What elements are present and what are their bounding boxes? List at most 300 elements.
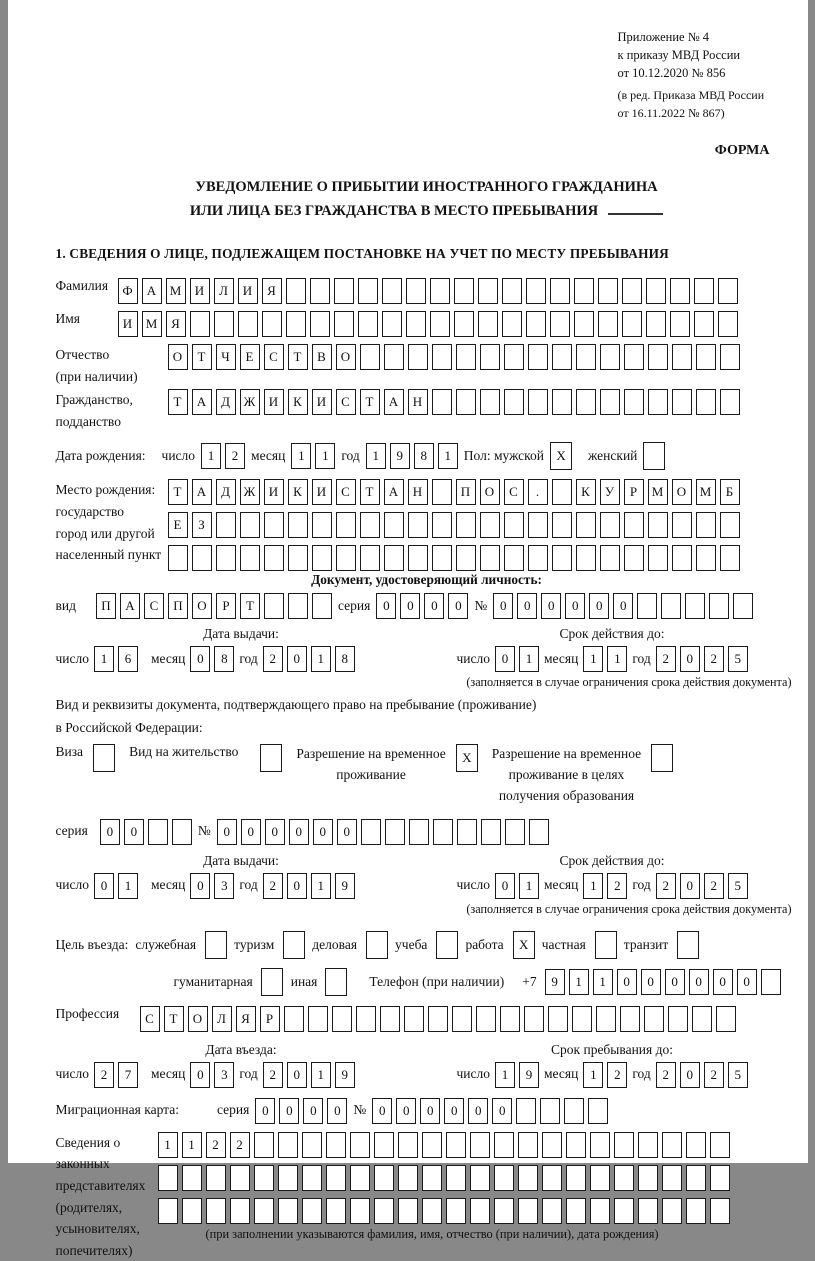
firstname-char-cell[interactable]: М xyxy=(142,311,162,337)
residence-permit-checkbox-cell[interactable] xyxy=(260,744,282,772)
firstname-char-cell[interactable] xyxy=(598,311,618,337)
birth-place-char-cell[interactable] xyxy=(504,545,524,571)
birth-place-char-cell[interactable]: Т xyxy=(168,479,188,505)
representatives-char-cell[interactable] xyxy=(350,1132,370,1158)
birth-place-char-cell[interactable] xyxy=(432,545,452,571)
representatives-char-cell[interactable] xyxy=(374,1132,394,1158)
citizenship-char-cell[interactable] xyxy=(672,389,692,415)
firstname-char-cell[interactable] xyxy=(382,311,402,337)
doc-issue-day-cell[interactable]: 1 xyxy=(94,646,114,672)
residence-number-cell[interactable] xyxy=(529,819,549,845)
doc-valid-year-cell[interactable]: 0 xyxy=(680,646,700,672)
birth-place-char-cell[interactable]: Д xyxy=(216,479,236,505)
patronymic-char-cell[interactable]: Т xyxy=(192,344,212,370)
edu-permit-checkbox-cell[interactable] xyxy=(651,744,673,772)
representatives-char-cell[interactable] xyxy=(374,1198,394,1224)
birth-place-char-cell[interactable]: З xyxy=(192,512,212,538)
birth-place-char-cell[interactable] xyxy=(216,512,236,538)
citizenship-char-cell[interactable]: Т xyxy=(360,389,380,415)
migration-series-cell[interactable]: 0 xyxy=(327,1098,347,1124)
firstname-char-cell[interactable] xyxy=(238,311,258,337)
entry-year-cell[interactable]: 2 xyxy=(263,1062,283,1088)
representatives-char-cell[interactable] xyxy=(254,1198,274,1224)
birth-place-char-cell[interactable]: У xyxy=(600,479,620,505)
representatives-char-cell[interactable]: 2 xyxy=(230,1132,250,1158)
birth-place-char-cell[interactable] xyxy=(288,512,308,538)
entry-month-cell[interactable]: 0 xyxy=(190,1062,210,1088)
birth-place-char-cell[interactable] xyxy=(264,545,284,571)
representatives-char-cell[interactable] xyxy=(710,1198,730,1224)
representatives-char-cell[interactable] xyxy=(182,1165,202,1191)
sex-male-checkbox-cell[interactable]: X xyxy=(550,442,572,470)
birth-place-char-cell[interactable] xyxy=(408,512,428,538)
representatives-char-cell[interactable] xyxy=(302,1132,322,1158)
representatives-char-cell[interactable] xyxy=(686,1132,706,1158)
birth-place-char-cell[interactable] xyxy=(480,512,500,538)
doc-series-cell[interactable]: 0 xyxy=(400,593,420,619)
surname-char-cell[interactable] xyxy=(406,278,426,304)
phone-digit-cell[interactable]: 0 xyxy=(641,969,661,995)
residence-valid-year-cell[interactable]: 2 xyxy=(704,873,724,899)
profession-char-cell[interactable]: Л xyxy=(212,1006,232,1032)
firstname-char-cell[interactable]: Я xyxy=(166,311,186,337)
migration-number-cell[interactable]: 0 xyxy=(420,1098,440,1124)
surname-char-cell[interactable] xyxy=(502,278,522,304)
migration-number-cell[interactable]: 0 xyxy=(444,1098,464,1124)
entry-year-cell[interactable]: 9 xyxy=(335,1062,355,1088)
birth-place-char-cell[interactable] xyxy=(576,545,596,571)
residence-series-cell[interactable] xyxy=(172,819,192,845)
birth-place-char-cell[interactable] xyxy=(504,512,524,538)
representatives-char-cell[interactable] xyxy=(710,1132,730,1158)
representatives-char-cell[interactable] xyxy=(638,1132,658,1158)
birth-place-char-cell[interactable] xyxy=(528,512,548,538)
migration-number-cell[interactable] xyxy=(516,1098,536,1124)
citizenship-char-cell[interactable] xyxy=(456,389,476,415)
representatives-char-cell[interactable] xyxy=(686,1165,706,1191)
patronymic-char-cell[interactable]: Т xyxy=(288,344,308,370)
birth-place-char-cell[interactable] xyxy=(288,545,308,571)
birth-place-char-cell[interactable] xyxy=(384,512,404,538)
firstname-char-cell[interactable] xyxy=(526,311,546,337)
birth-year-cell[interactable]: 8 xyxy=(414,443,434,469)
representatives-char-cell[interactable] xyxy=(398,1132,418,1158)
representatives-char-cell[interactable] xyxy=(590,1132,610,1158)
firstname-char-cell[interactable] xyxy=(502,311,522,337)
birth-place-char-cell[interactable]: И xyxy=(312,479,332,505)
citizenship-char-cell[interactable]: И xyxy=(312,389,332,415)
entry-day-cell[interactable]: 7 xyxy=(118,1062,138,1088)
temp-permit-checkbox-cell[interactable]: X xyxy=(456,744,478,772)
purpose-transit-checkbox-cell[interactable] xyxy=(677,931,699,959)
birth-place-char-cell[interactable] xyxy=(240,512,260,538)
birth-place-char-cell[interactable]: Н xyxy=(408,479,428,505)
birth-place-char-cell[interactable] xyxy=(720,512,740,538)
surname-char-cell[interactable] xyxy=(550,278,570,304)
doc-valid-year-cell[interactable]: 5 xyxy=(728,646,748,672)
patronymic-char-cell[interactable]: В xyxy=(312,344,332,370)
surname-char-cell[interactable] xyxy=(718,278,738,304)
birth-place-char-cell[interactable] xyxy=(576,512,596,538)
patronymic-char-cell[interactable]: Е xyxy=(240,344,260,370)
representatives-char-cell[interactable] xyxy=(542,1165,562,1191)
doc-valid-year-cell[interactable]: 2 xyxy=(704,646,724,672)
birth-place-char-cell[interactable]: Р xyxy=(624,479,644,505)
birth-place-char-cell[interactable] xyxy=(672,545,692,571)
profession-char-cell[interactable] xyxy=(524,1006,544,1032)
representatives-char-cell[interactable] xyxy=(278,1165,298,1191)
birth-place-char-cell[interactable] xyxy=(696,545,716,571)
entry-year-cell[interactable]: 1 xyxy=(311,1062,331,1088)
phone-digit-cell[interactable]: 0 xyxy=(617,969,637,995)
stay-day-cell[interactable]: 9 xyxy=(519,1062,539,1088)
surname-char-cell[interactable]: Я xyxy=(262,278,282,304)
citizenship-char-cell[interactable]: Н xyxy=(408,389,428,415)
citizenship-char-cell[interactable] xyxy=(696,389,716,415)
firstname-char-cell[interactable] xyxy=(718,311,738,337)
residence-number-cell[interactable] xyxy=(505,819,525,845)
doc-type-char-cell[interactable]: С xyxy=(144,593,164,619)
residence-issue-year-cell[interactable]: 1 xyxy=(311,873,331,899)
representatives-char-cell[interactable] xyxy=(518,1165,538,1191)
profession-char-cell[interactable] xyxy=(572,1006,592,1032)
birth-place-char-cell[interactable] xyxy=(360,545,380,571)
phone-digit-cell[interactable] xyxy=(761,969,781,995)
firstname-char-cell[interactable] xyxy=(646,311,666,337)
representatives-char-cell[interactable] xyxy=(710,1165,730,1191)
citizenship-char-cell[interactable]: Ж xyxy=(240,389,260,415)
phone-digit-cell[interactable]: 0 xyxy=(737,969,757,995)
birth-month-cell[interactable]: 1 xyxy=(291,443,311,469)
representatives-char-cell[interactable] xyxy=(206,1165,226,1191)
patronymic-char-cell[interactable] xyxy=(456,344,476,370)
doc-type-char-cell[interactable] xyxy=(312,593,332,619)
residence-valid-month-cell[interactable]: 2 xyxy=(607,873,627,899)
surname-char-cell[interactable] xyxy=(334,278,354,304)
surname-char-cell[interactable]: И xyxy=(190,278,210,304)
birth-place-char-cell[interactable] xyxy=(336,512,356,538)
surname-char-cell[interactable] xyxy=(574,278,594,304)
birth-place-char-cell[interactable]: М xyxy=(696,479,716,505)
birth-year-cell[interactable]: 9 xyxy=(390,443,410,469)
purpose-business-checkbox-cell[interactable] xyxy=(366,931,388,959)
doc-number-cell[interactable] xyxy=(709,593,729,619)
representatives-char-cell[interactable] xyxy=(494,1165,514,1191)
representatives-char-cell[interactable] xyxy=(158,1165,178,1191)
profession-char-cell[interactable] xyxy=(428,1006,448,1032)
profession-char-cell[interactable]: Т xyxy=(164,1006,184,1032)
migration-number-cell[interactable] xyxy=(540,1098,560,1124)
birth-place-char-cell[interactable] xyxy=(624,545,644,571)
surname-char-cell[interactable] xyxy=(310,278,330,304)
firstname-char-cell[interactable] xyxy=(406,311,426,337)
birth-place-char-cell[interactable]: О xyxy=(480,479,500,505)
birth-month-cell[interactable]: 1 xyxy=(315,443,335,469)
representatives-char-cell[interactable] xyxy=(230,1198,250,1224)
representatives-char-cell[interactable] xyxy=(566,1198,586,1224)
representatives-char-cell[interactable] xyxy=(254,1165,274,1191)
citizenship-char-cell[interactable] xyxy=(480,389,500,415)
representatives-char-cell[interactable] xyxy=(686,1198,706,1224)
patronymic-char-cell[interactable] xyxy=(720,344,740,370)
representatives-char-cell[interactable] xyxy=(662,1132,682,1158)
residence-number-cell[interactable] xyxy=(433,819,453,845)
surname-char-cell[interactable] xyxy=(382,278,402,304)
stay-year-cell[interactable]: 5 xyxy=(728,1062,748,1088)
purpose-other-checkbox-cell[interactable] xyxy=(325,968,347,996)
doc-number-cell[interactable]: 0 xyxy=(613,593,633,619)
residence-issue-day-cell[interactable]: 1 xyxy=(118,873,138,899)
citizenship-char-cell[interactable] xyxy=(504,389,524,415)
doc-number-cell[interactable] xyxy=(661,593,681,619)
birth-day-cell[interactable]: 1 xyxy=(201,443,221,469)
representatives-char-cell[interactable] xyxy=(542,1198,562,1224)
surname-char-cell[interactable]: А xyxy=(142,278,162,304)
representatives-char-cell[interactable] xyxy=(494,1132,514,1158)
residence-number-cell[interactable]: 0 xyxy=(241,819,261,845)
doc-valid-year-cell[interactable]: 2 xyxy=(656,646,676,672)
citizenship-char-cell[interactable] xyxy=(648,389,668,415)
phone-digit-cell[interactable]: 9 xyxy=(545,969,565,995)
surname-char-cell[interactable] xyxy=(646,278,666,304)
doc-number-cell[interactable] xyxy=(685,593,705,619)
representatives-char-cell[interactable] xyxy=(614,1132,634,1158)
residence-number-cell[interactable] xyxy=(481,819,501,845)
surname-char-cell[interactable] xyxy=(694,278,714,304)
birth-place-char-cell[interactable] xyxy=(264,512,284,538)
profession-char-cell[interactable] xyxy=(308,1006,328,1032)
representatives-char-cell[interactable] xyxy=(446,1132,466,1158)
birth-place-char-cell[interactable] xyxy=(456,512,476,538)
profession-char-cell[interactable] xyxy=(716,1006,736,1032)
citizenship-char-cell[interactable]: Д xyxy=(216,389,236,415)
representatives-char-cell[interactable] xyxy=(470,1198,490,1224)
profession-char-cell[interactable]: Я xyxy=(236,1006,256,1032)
migration-number-cell[interactable]: 0 xyxy=(372,1098,392,1124)
representatives-char-cell[interactable] xyxy=(302,1165,322,1191)
firstname-char-cell[interactable] xyxy=(310,311,330,337)
visa-checkbox-cell[interactable] xyxy=(93,744,115,772)
birth-place-char-cell[interactable] xyxy=(528,545,548,571)
surname-char-cell[interactable] xyxy=(526,278,546,304)
representatives-char-cell[interactable] xyxy=(422,1132,442,1158)
surname-char-cell[interactable] xyxy=(622,278,642,304)
purpose-humanitarian-checkbox-cell[interactable] xyxy=(261,968,283,996)
doc-valid-month-cell[interactable]: 1 xyxy=(583,646,603,672)
entry-day-cell[interactable]: 2 xyxy=(94,1062,114,1088)
citizenship-char-cell[interactable]: И xyxy=(264,389,284,415)
birth-place-char-cell[interactable] xyxy=(384,545,404,571)
birth-place-char-cell[interactable]: П xyxy=(456,479,476,505)
representatives-char-cell[interactable] xyxy=(350,1198,370,1224)
residence-issue-day-cell[interactable]: 0 xyxy=(94,873,114,899)
birth-place-char-cell[interactable]: К xyxy=(288,479,308,505)
surname-char-cell[interactable]: Л xyxy=(214,278,234,304)
firstname-char-cell[interactable] xyxy=(622,311,642,337)
doc-type-char-cell[interactable] xyxy=(288,593,308,619)
representatives-char-cell[interactable] xyxy=(374,1165,394,1191)
citizenship-char-cell[interactable]: С xyxy=(336,389,356,415)
citizenship-char-cell[interactable]: А xyxy=(192,389,212,415)
citizenship-char-cell[interactable]: А xyxy=(384,389,404,415)
representatives-char-cell[interactable] xyxy=(566,1132,586,1158)
representatives-char-cell[interactable] xyxy=(326,1165,346,1191)
residence-number-cell[interactable]: 0 xyxy=(289,819,309,845)
birth-place-char-cell[interactable] xyxy=(552,512,572,538)
doc-number-cell[interactable] xyxy=(637,593,657,619)
surname-char-cell[interactable] xyxy=(670,278,690,304)
residence-valid-year-cell[interactable]: 5 xyxy=(728,873,748,899)
birth-place-char-cell[interactable]: С xyxy=(504,479,524,505)
doc-valid-day-cell[interactable]: 1 xyxy=(519,646,539,672)
residence-number-cell[interactable]: 0 xyxy=(265,819,285,845)
birth-place-char-cell[interactable] xyxy=(192,545,212,571)
surname-char-cell[interactable] xyxy=(286,278,306,304)
citizenship-char-cell[interactable] xyxy=(576,389,596,415)
birth-place-char-cell[interactable]: И xyxy=(264,479,284,505)
citizenship-char-cell[interactable] xyxy=(624,389,644,415)
patronymic-char-cell[interactable]: С xyxy=(264,344,284,370)
residence-issue-year-cell[interactable]: 0 xyxy=(287,873,307,899)
doc-number-cell[interactable]: 0 xyxy=(565,593,585,619)
birth-place-char-cell[interactable] xyxy=(672,512,692,538)
representatives-char-cell[interactable] xyxy=(158,1198,178,1224)
representatives-char-cell[interactable] xyxy=(398,1198,418,1224)
doc-valid-day-cell[interactable]: 0 xyxy=(495,646,515,672)
patronymic-char-cell[interactable]: О xyxy=(168,344,188,370)
citizenship-char-cell[interactable] xyxy=(720,389,740,415)
doc-type-char-cell[interactable]: П xyxy=(168,593,188,619)
birth-place-char-cell[interactable] xyxy=(600,545,620,571)
representatives-char-cell[interactable] xyxy=(638,1165,658,1191)
birth-place-char-cell[interactable] xyxy=(216,545,236,571)
residence-valid-year-cell[interactable]: 0 xyxy=(680,873,700,899)
residence-series-cell[interactable]: 0 xyxy=(124,819,144,845)
residence-issue-month-cell[interactable]: 0 xyxy=(190,873,210,899)
doc-issue-month-cell[interactable]: 8 xyxy=(214,646,234,672)
residence-issue-month-cell[interactable]: 3 xyxy=(214,873,234,899)
representatives-char-cell[interactable] xyxy=(398,1165,418,1191)
birth-place-char-cell[interactable] xyxy=(648,512,668,538)
surname-char-cell[interactable] xyxy=(478,278,498,304)
representatives-char-cell[interactable] xyxy=(206,1198,226,1224)
representatives-char-cell[interactable] xyxy=(590,1198,610,1224)
doc-series-cell[interactable]: 0 xyxy=(448,593,468,619)
representatives-char-cell[interactable] xyxy=(422,1165,442,1191)
profession-char-cell[interactable] xyxy=(692,1006,712,1032)
doc-number-cell[interactable] xyxy=(733,593,753,619)
representatives-char-cell[interactable] xyxy=(518,1198,538,1224)
representatives-char-cell[interactable] xyxy=(302,1198,322,1224)
patronymic-char-cell[interactable] xyxy=(672,344,692,370)
representatives-char-cell[interactable] xyxy=(566,1165,586,1191)
profession-char-cell[interactable] xyxy=(284,1006,304,1032)
doc-issue-year-cell[interactable]: 8 xyxy=(335,646,355,672)
birth-place-char-cell[interactable] xyxy=(552,545,572,571)
doc-issue-month-cell[interactable]: 0 xyxy=(190,646,210,672)
birth-place-char-cell[interactable]: М xyxy=(648,479,668,505)
birth-place-char-cell[interactable]: О xyxy=(672,479,692,505)
phone-digit-cell[interactable]: 0 xyxy=(713,969,733,995)
doc-type-char-cell[interactable]: Т xyxy=(240,593,260,619)
citizenship-char-cell[interactable] xyxy=(552,389,572,415)
surname-char-cell[interactable]: И xyxy=(238,278,258,304)
profession-char-cell[interactable] xyxy=(548,1006,568,1032)
surname-char-cell[interactable] xyxy=(454,278,474,304)
birth-place-char-cell[interactable] xyxy=(240,545,260,571)
patronymic-char-cell[interactable] xyxy=(432,344,452,370)
stay-day-cell[interactable]: 1 xyxy=(495,1062,515,1088)
stay-year-cell[interactable]: 2 xyxy=(704,1062,724,1088)
birth-place-char-cell[interactable]: С xyxy=(336,479,356,505)
migration-series-cell[interactable]: 0 xyxy=(303,1098,323,1124)
surname-char-cell[interactable]: М xyxy=(166,278,186,304)
citizenship-char-cell[interactable] xyxy=(600,389,620,415)
doc-type-char-cell[interactable]: П xyxy=(96,593,116,619)
birth-year-cell[interactable]: 1 xyxy=(366,443,386,469)
profession-char-cell[interactable]: С xyxy=(140,1006,160,1032)
firstname-char-cell[interactable] xyxy=(190,311,210,337)
profession-char-cell[interactable] xyxy=(644,1006,664,1032)
citizenship-char-cell[interactable] xyxy=(528,389,548,415)
firstname-char-cell[interactable] xyxy=(262,311,282,337)
birth-place-char-cell[interactable] xyxy=(360,512,380,538)
profession-char-cell[interactable] xyxy=(500,1006,520,1032)
residence-valid-day-cell[interactable]: 1 xyxy=(519,873,539,899)
firstname-char-cell[interactable] xyxy=(670,311,690,337)
migration-number-cell[interactable]: 0 xyxy=(396,1098,416,1124)
firstname-char-cell[interactable] xyxy=(286,311,306,337)
purpose-tourism-checkbox-cell[interactable] xyxy=(283,931,305,959)
doc-type-char-cell[interactable]: А xyxy=(120,593,140,619)
representatives-char-cell[interactable] xyxy=(254,1132,274,1158)
patronymic-char-cell[interactable] xyxy=(624,344,644,370)
residence-valid-day-cell[interactable]: 0 xyxy=(495,873,515,899)
residence-series-cell[interactable] xyxy=(148,819,168,845)
profession-char-cell[interactable] xyxy=(668,1006,688,1032)
residence-series-cell[interactable]: 0 xyxy=(100,819,120,845)
residence-number-cell[interactable]: 0 xyxy=(217,819,237,845)
representatives-char-cell[interactable] xyxy=(470,1132,490,1158)
residence-issue-year-cell[interactable]: 9 xyxy=(335,873,355,899)
doc-number-cell[interactable]: 0 xyxy=(589,593,609,619)
birth-place-char-cell[interactable] xyxy=(624,512,644,538)
representatives-char-cell[interactable] xyxy=(638,1198,658,1224)
patronymic-char-cell[interactable] xyxy=(408,344,428,370)
residence-number-cell[interactable] xyxy=(409,819,429,845)
firstname-char-cell[interactable] xyxy=(454,311,474,337)
migration-series-cell[interactable]: 0 xyxy=(279,1098,299,1124)
doc-number-cell[interactable]: 0 xyxy=(517,593,537,619)
patronymic-char-cell[interactable] xyxy=(696,344,716,370)
stay-month-cell[interactable]: 1 xyxy=(583,1062,603,1088)
doc-valid-month-cell[interactable]: 1 xyxy=(607,646,627,672)
phone-digit-cell[interactable]: 1 xyxy=(569,969,589,995)
migration-number-cell[interactable]: 0 xyxy=(492,1098,512,1124)
patronymic-char-cell[interactable] xyxy=(648,344,668,370)
birth-day-cell[interactable]: 2 xyxy=(225,443,245,469)
entry-year-cell[interactable]: 0 xyxy=(287,1062,307,1088)
birth-place-char-cell[interactable]: Е xyxy=(168,512,188,538)
birth-place-char-cell[interactable] xyxy=(720,545,740,571)
doc-type-char-cell[interactable]: О xyxy=(192,593,212,619)
representatives-char-cell[interactable] xyxy=(422,1198,442,1224)
profession-char-cell[interactable] xyxy=(452,1006,472,1032)
residence-number-cell[interactable]: 0 xyxy=(337,819,357,845)
patronymic-char-cell[interactable] xyxy=(504,344,524,370)
surname-char-cell[interactable]: Ф xyxy=(118,278,138,304)
residence-valid-month-cell[interactable]: 1 xyxy=(583,873,603,899)
